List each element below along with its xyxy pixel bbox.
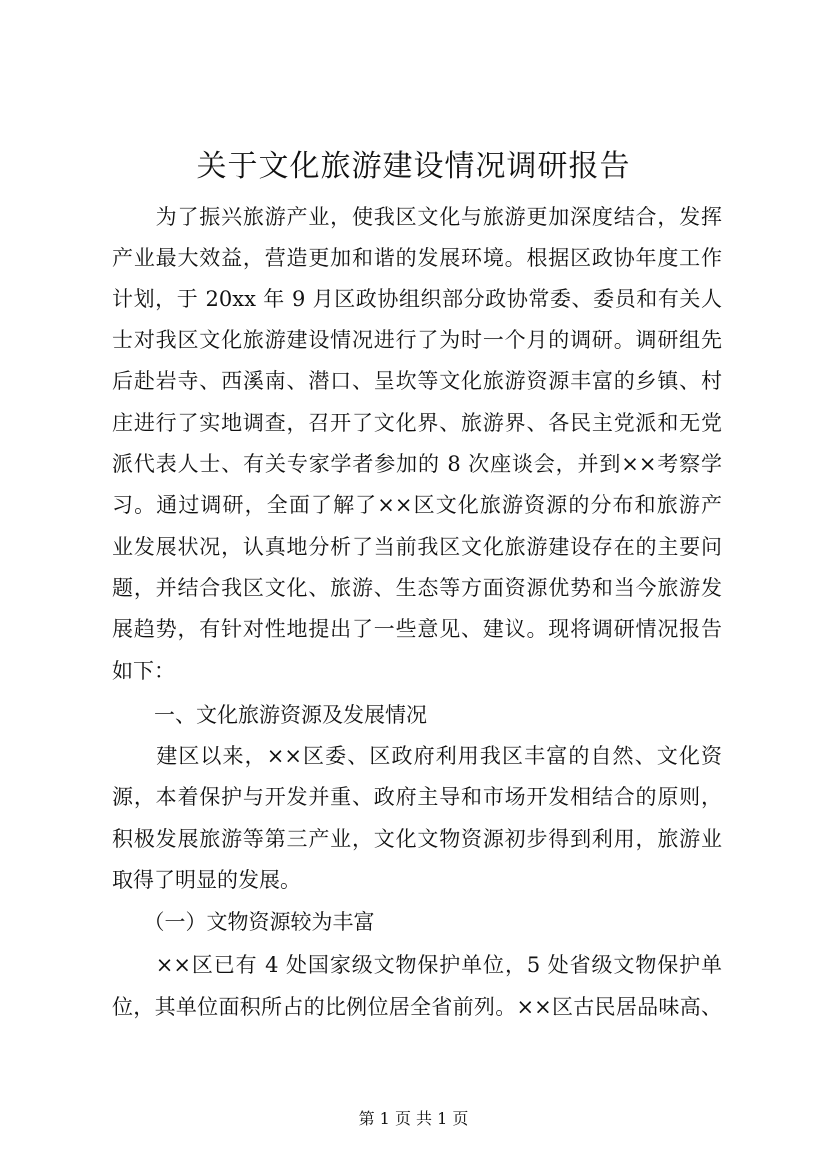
- body-line: 题，并结合我区文化、旅游、生态等方面资源优势和当今旅游发: [112, 576, 722, 600]
- body-line: ××区已有 4 处国家级文物保护单位，5 处省级文物保护单: [112, 953, 722, 977]
- body-line: 源，本着保护与开发并重、政府主导和市场开发相结合的原则，: [112, 785, 722, 809]
- body-line: 位，其单位面积所占的比例位居全省前列。××区古民居品味高、: [112, 995, 722, 1019]
- body-line: 取得了明显的发展。: [112, 868, 301, 892]
- body-line: 为了振兴旅游产业，使我区文化与旅游更加深度结合，发挥: [112, 205, 722, 229]
- body-line: 展趋势，有针对性地提出了一些意见、建议。现将调研情况报告: [112, 617, 722, 641]
- body-line: 产业最大效益，营造更加和谐的发展环境。根据区政协年度工作: [112, 246, 722, 270]
- body-line: 建区以来，××区委、区政府利用我区丰富的自然、文化资: [112, 744, 722, 768]
- body-line: 习。通过调研，全面了解了××区文化旅游资源的分布和旅游产: [112, 493, 722, 517]
- body-line: 派代表人士、有关专家学者参加的 8 次座谈会，并到××考察学: [112, 452, 722, 476]
- body-line: 士对我区文化旅游建设情况进行了为时一个月的调研。调研组先: [112, 328, 722, 352]
- section-heading: 一、文化旅游资源及发展情况: [112, 703, 427, 727]
- body-line: 如下：: [112, 659, 175, 683]
- body-line: 庄进行了实地调查，召开了文化界、旅游界、各民主党派和无党: [112, 411, 722, 435]
- body-line: 后赴岩寺、西溪南、潜口、呈坎等文化旅游资源丰富的乡镇、村: [112, 369, 722, 393]
- body-line: 积极发展旅游等第三产业，文化文物资源初步得到利用，旅游业: [112, 827, 722, 851]
- body-line: 业发展状况，认真地分析了当前我区文化旅游建设存在的主要问: [112, 535, 722, 559]
- document-title: 关于文化旅游建设情况调研报告: [196, 149, 631, 184]
- page-footer: 第 1 页 共 1 页: [358, 1109, 469, 1128]
- body-line: 计划，于 20xx 年 9 月区政协组织部分政协常委、委员和有关人: [112, 287, 722, 311]
- subsection-heading: （一）文物资源较为丰富: [112, 910, 375, 934]
